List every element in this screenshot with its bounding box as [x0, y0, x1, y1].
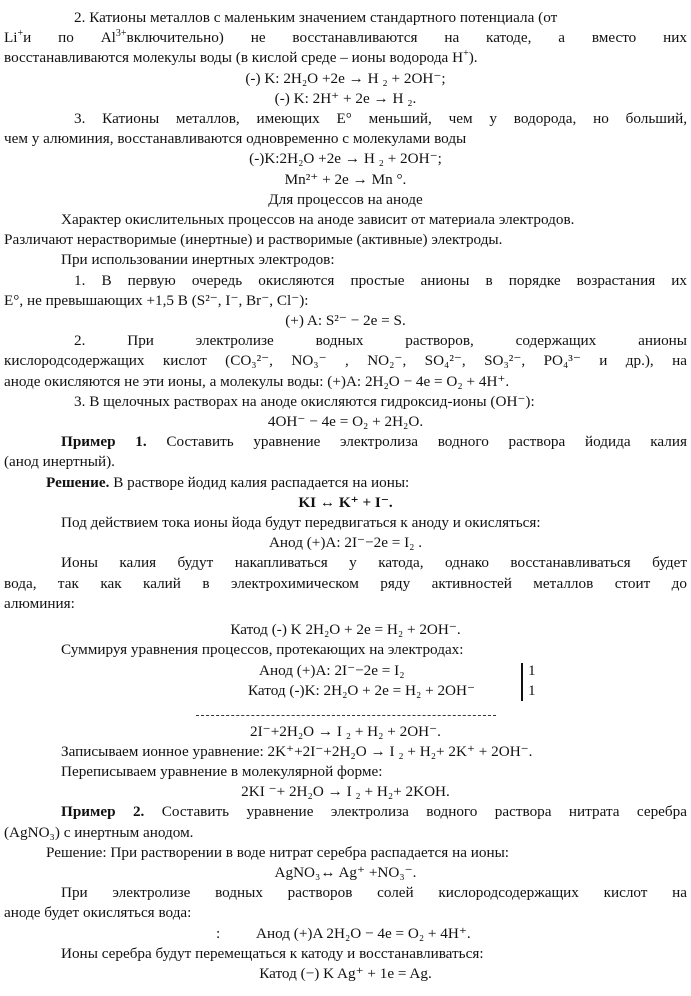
- equation-anode-water-line: [4, 924, 687, 944]
- example-2-title: Пример 2. Составить уравнение электролиза водного раствора нитрата серебра: [61, 803, 687, 821]
- paragraph-silver-ions: Ионы серебра будут перемещаться к катоду и восстанавливаться:: [61, 944, 484, 962]
- paragraph-anions-1-line2: E°, не превышающих +1,5 В (S²⁻, I⁻, Br⁻, Cl⁻):: [4, 291, 309, 309]
- heading-anode-processes: Для процессов на аноде: [268, 190, 423, 208]
- example-1-title-line2: (анод инертный).: [4, 453, 115, 471]
- equation-sum: 2I⁻+2H₂O → I ₂ + H₂ + 2OH⁻.: [250, 722, 441, 740]
- example-1-solution: Решение. В растворе йодид калия распадается на ионы:: [46, 473, 410, 491]
- equation-cathode-k: Катод (-) K 2H₂O + 2e = H₂ + 2OH⁻.: [230, 621, 461, 639]
- paragraph-inert-electrodes: При использовании инертных электродов:: [61, 251, 335, 269]
- equation-hydroxide: 4OH⁻ − 4e = O₂ + 2H₂O.: [267, 413, 424, 431]
- system-anode-equation: Анод (+)A: 2I⁻−2e = I₂: [259, 661, 405, 679]
- example-2-solution: Решение: При растворении в воде нитрат серебра распадается на ионы:: [46, 843, 510, 861]
- paragraph-anions-1: 1. В первую очередь окисляются простые анионы в порядке возрастания их: [74, 271, 687, 289]
- paragraph-summation: Суммируя уравнения процессов, протекающих на электродах:: [61, 641, 464, 659]
- paragraph-electrolysis-oxo-line2: аноде будет окисляться вода:: [4, 904, 192, 922]
- paragraph-potassium-ions-line2: вода, так как калий в электрохимическом ряду активностей металлов стоит до: [4, 574, 687, 592]
- equation-cathode-water: (-) K: 2H₂O +2e → H ₂ + 2OH⁻;: [245, 69, 446, 87]
- equation-anode-water: Анод (+)A 2H₂O − 4e = O₂ + 4H⁺.: [256, 924, 471, 942]
- paragraph-ionic-equation: Записываем ионное уравнение: 2K⁺+2I⁻+2H₂O → I ₂ + H₂+ 2K⁺ + 2OH⁻.: [61, 742, 533, 760]
- paragraph-iodine-ions: Под действием тока ионы йода будут передвигаться к аноду и окисляться:: [61, 514, 541, 532]
- equation-ki-dissociation: KI ↔ K⁺ + I⁻.: [298, 493, 393, 511]
- paragraph-potassium-ions-line3: алюминия:: [4, 594, 75, 612]
- paragraph-anode-electrodes: Различают нерастворимые (инертные) и растворимые (активные) электроды.: [4, 231, 503, 249]
- paragraph-cations-3-line2: чем у алюминия, восстанавливаются одновременно с молекулами воды: [4, 130, 467, 148]
- paragraph-electrolysis-oxo: При электролизе водных растворов солей кислородсодержащих кислот на: [61, 884, 687, 902]
- paragraph-alkaline: 3. В щелочных растворах на аноде окисляются гидроксид-ионы (OH⁻):: [74, 392, 535, 410]
- stray-colon: :: [216, 924, 221, 942]
- example-2-title-line2: (AgNO₃) с инертным анодом.: [4, 823, 194, 841]
- document-page: [4, 8, 687, 984]
- electrode-equations-system: [4, 661, 687, 703]
- paragraph-anions-2-line3: аноде окисляются не эти ионы, а молекулы воды: (+)A: 2H₂O − 4e = O₂ + 4H⁺.: [4, 372, 510, 390]
- paragraph-anions-2: 2. При электролизе водных растворов, содержащих анионы: [74, 332, 687, 350]
- paragraph-anode-character: Характер окислительных процессов на аноде зависит от материала электродов.: [61, 211, 575, 229]
- equation-agno3-dissociation: AgNO₃↔ Ag⁺ +NO₃⁻.: [274, 863, 417, 881]
- paragraph-cations-2-line3: восстанавливаются молекулы воды (в кислой среде – ионы водорода H+).: [4, 48, 478, 67]
- system-cathode-equation: Катод (-)K: 2H₂O + 2e = H₂ + 2OH⁻: [248, 681, 475, 699]
- paragraph-molecular-form: Переписываем уравнение в молекулярной форме:: [61, 762, 383, 780]
- equation-cathode-silver: Катод (−) K Ag⁺ + 1e = Ag.: [259, 964, 432, 982]
- equation-manganese: Mn²⁺ + 2e → Mn °.: [284, 170, 407, 188]
- paragraph-cations-2: 2. Катионы металлов с маленьким значением стандартного потенциала (от: [74, 9, 558, 26]
- example-1-title: Пример 1. Составить уравнение электролиза водного раствора йодида калия: [61, 433, 687, 451]
- dashed-divider: [196, 703, 496, 716]
- equation-anode-iodine: Анод (+)A: 2I⁻−2e = I₂ .: [268, 534, 423, 552]
- equation-cathode-water-2: (-)K:2H₂O +2e → H ₂ + 2OH⁻;: [249, 150, 442, 168]
- system-bracket: [521, 663, 523, 701]
- system-coefficient-cathode: 1: [528, 681, 536, 699]
- paragraph-anions-2-line2: кислородсодержащих кислот (CO₃²⁻, NO₃⁻ , NO₂⁻, SO₄²⁻, SO₃²⁻, PO₄³⁻ и др.), на: [4, 352, 687, 370]
- paragraph-cations-2-line2: Li+и по $Al^{3+}включительно$) не восстанавливаются на катоде, а вместо них: [4, 28, 687, 47]
- equation-sulfide: (+) A: S²⁻ − 2e = S.: [285, 312, 406, 330]
- system-coefficient-anode: 1: [528, 661, 536, 679]
- equation-molecular: 2KI ⁻+ 2H₂O → I ₂ + H₂+ 2KOH.: [241, 783, 450, 801]
- paragraph-cations-3: 3. Катионы металлов, имеющих E° меньший, чем у водорода, но больший,: [74, 110, 687, 128]
- paragraph-potassium-ions: Ионы калия будут накапливаться у катода, однако восстанавливаться будет: [61, 554, 687, 572]
- equation-cathode-hydrogen: (-) K: 2H⁺ + 2e → H ₂.: [274, 89, 417, 107]
